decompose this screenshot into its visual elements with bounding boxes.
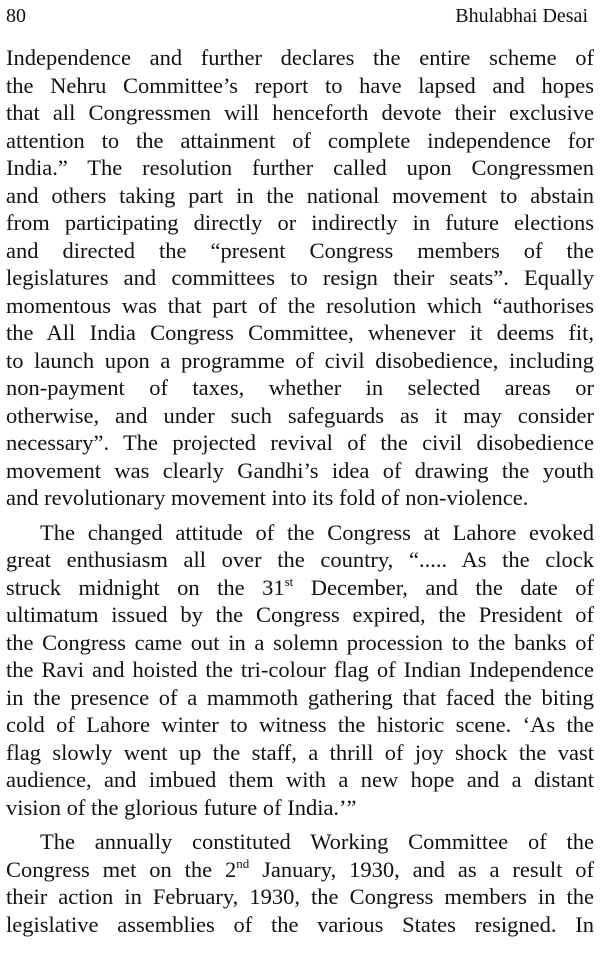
- text-line: movement was clearly Gandhi’s idea of drawing the youth: [6, 457, 594, 483]
- text-line: to launch upon a programme of civil disobedience, including: [6, 347, 594, 373]
- text-line: in the presence of a mammoth gathering that faced the biting: [6, 684, 594, 710]
- text-segment: January, 1930, and as a result of: [249, 856, 594, 882]
- text-line: the Ravi and hoisted the tri-colour flag of Indian Independence: [6, 657, 594, 682]
- text-line: legislative assemblies of the various States resigned. In: [6, 911, 594, 937]
- body-text: [6, 44, 594, 938]
- text-line: great enthusiasm all over the country, “..... As the clock: [6, 547, 594, 572]
- text-line: and others taking part in the national movement to abstain: [6, 182, 594, 208]
- text-segment: Congress met on the 2: [6, 856, 237, 882]
- text-line: flag slowly went up the staff, a thrill of joy shock the vast: [6, 739, 594, 765]
- ordinal-superscript: nd: [236, 855, 250, 871]
- text-line: ultimatum issued by the Congress expired, the President of: [6, 602, 594, 627]
- text-line: The annually constituted Working Committee of the: [40, 829, 594, 854]
- text-line: their action in February, 1930, the Congress members in the: [6, 884, 594, 909]
- text-line: the Nehru Committee’s report to have lapsed and hopes: [6, 72, 594, 98]
- text-line: momentous was that part of the resolution which “authorises: [6, 292, 594, 318]
- text-segment: struck midnight on the 31: [6, 574, 285, 600]
- text-line: vision of the glorious future of India.’”: [6, 794, 357, 820]
- text-line: The changed attitude of the Congress at Lahore evoked: [40, 519, 594, 545]
- text-line: that all Congressmen will henceforth devote their exclusive: [6, 100, 594, 125]
- text-segment: December, and the date of: [293, 574, 595, 600]
- text-line: India.” The resolution further called upon Congressmen: [6, 155, 594, 180]
- text-line: and directed the “present Congress members of the: [6, 237, 594, 263]
- text-line: attention to the attainment of complete independence for: [6, 127, 594, 153]
- page-header: [6, 2, 588, 30]
- text-line: Independence and further declares the entire scheme of: [6, 45, 594, 70]
- text-line: legislatures and committees to resign their seats”. Equally: [6, 265, 594, 290]
- text-line: [6, 574, 594, 602]
- running-title: Bhulabhai Desai: [455, 5, 588, 27]
- text-line: the All India Congress Committee, whenever it deems fit,: [6, 320, 594, 345]
- paragraph-1: [6, 44, 594, 512]
- text-line: the Congress came out in a solemn procession to the banks of: [6, 629, 594, 655]
- ordinal-superscript: st: [284, 573, 294, 589]
- text-line: audience, and imbued them with a new hope and a distant: [6, 767, 594, 792]
- text-line: otherwise, and under such safeguards as it may consider: [6, 402, 594, 428]
- text-line: from participating directly or indirectly in future elections: [6, 210, 594, 235]
- text-line: cold of Lahore winter to witness the historic scene. ‘As the: [6, 712, 594, 737]
- text-line: non-payment of taxes, whether in selected areas or: [6, 375, 594, 400]
- text-line: necessary”. The projected revival of the civil disobedience: [6, 430, 594, 455]
- paragraph-2: [6, 519, 594, 822]
- text-line: and revolutionary movement into its fold of non-violence.: [6, 485, 529, 510]
- page-number: 80: [6, 5, 26, 27]
- text-line: [6, 856, 594, 884]
- paragraph-3: [6, 828, 594, 938]
